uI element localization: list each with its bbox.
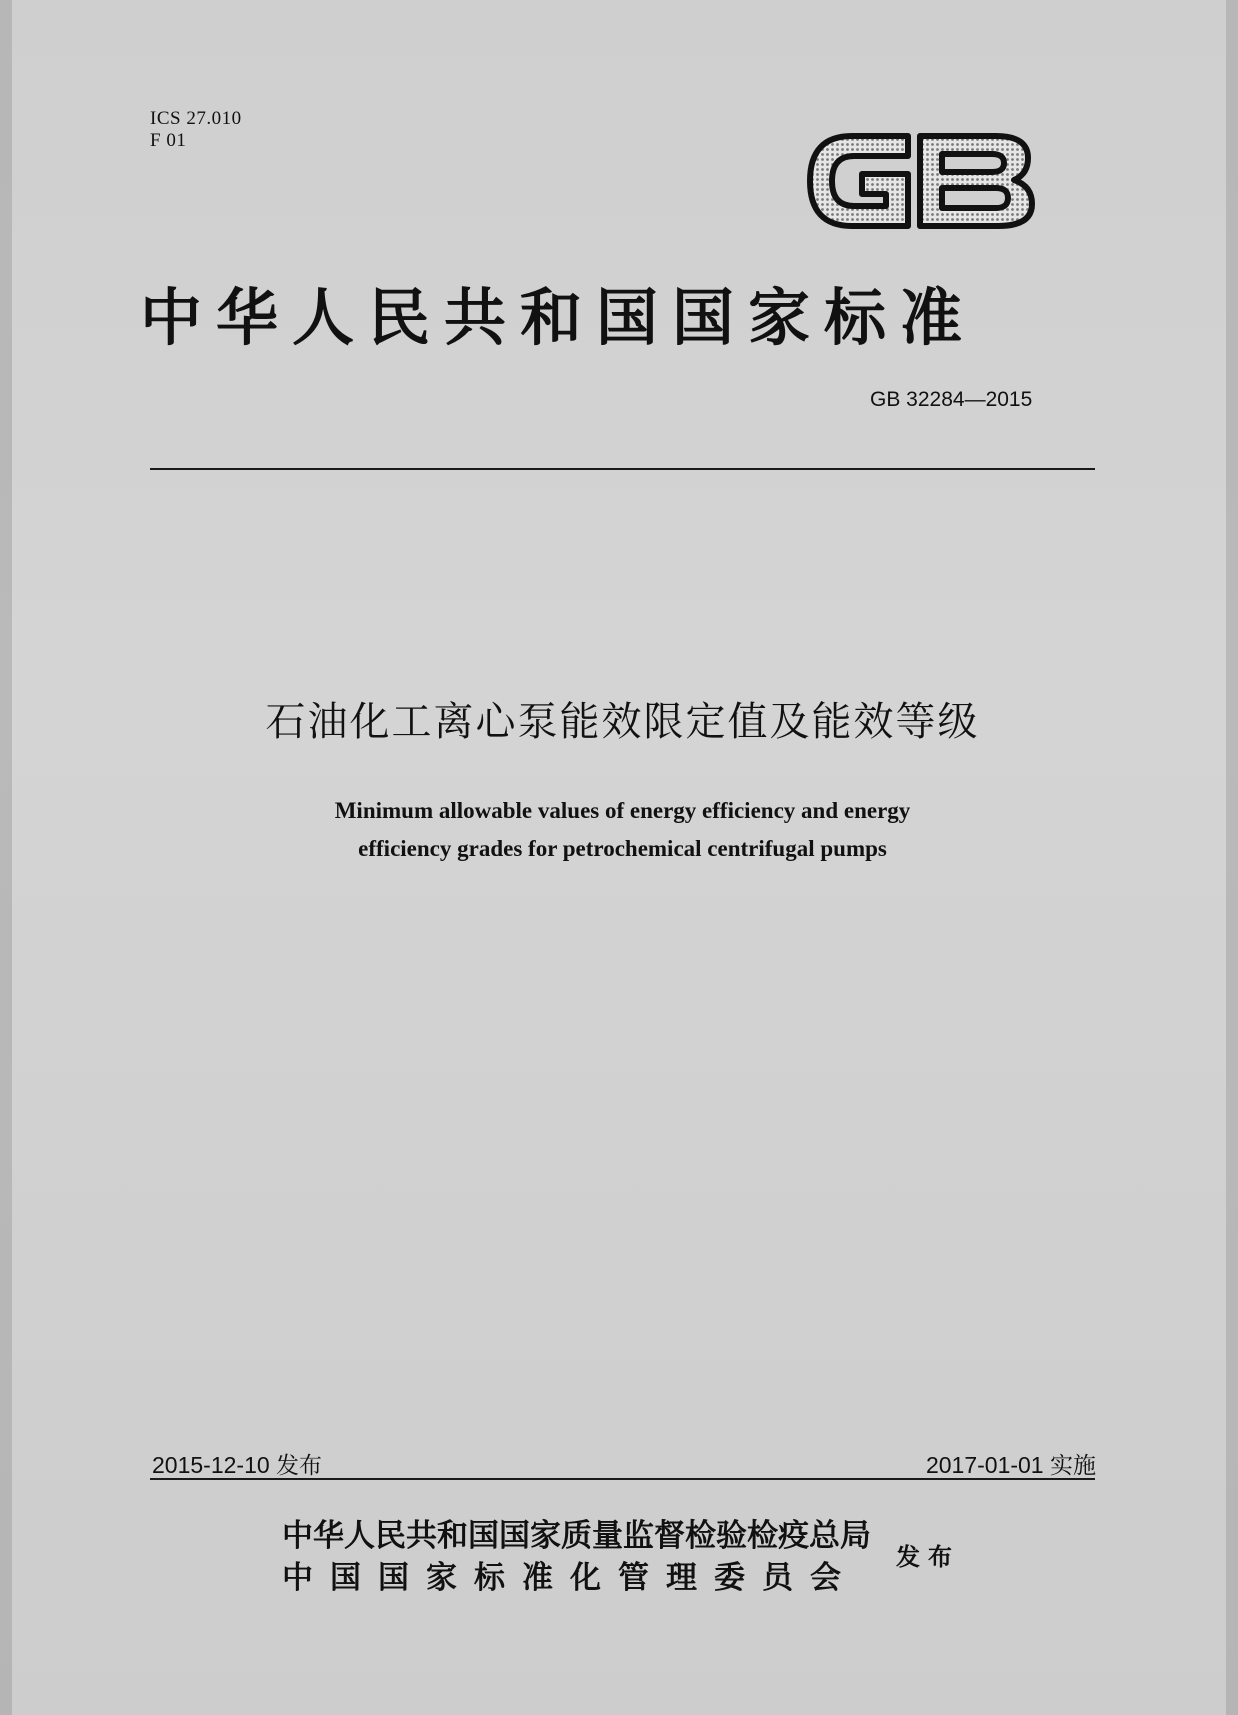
national-standard-title: 中华人民共和国国家标准: [140, 281, 977, 354]
issuer-sac: 中国国家标准化管理委员会: [282, 1560, 858, 1596]
release-date: 2015-12-10 发布: [152, 1452, 323, 1478]
ccs-code: F 01: [150, 130, 187, 151]
issuer-aqsiq: 中华人民共和国国家质量监督检验检疫总局: [282, 1518, 871, 1554]
top-divider: [150, 468, 1095, 470]
implementation-date: 2017-01-01 实施: [925, 1452, 1096, 1478]
title-english-line-1: Minimum allowable values of energy efficiency and energy: [334, 798, 911, 823]
issue-label: 发布: [896, 1542, 960, 1571]
ics-code: ICS 27.010: [150, 108, 242, 129]
title-english-line-2: efficiency grades for petrochemical centrifugal pumps: [358, 836, 887, 861]
bottom-divider: [150, 1478, 1095, 1480]
issuing-authorities: [282, 1515, 871, 1599]
title-chinese: 石油化工离心泵能效限定值及能效等级: [265, 699, 980, 745]
standard-number: GB 32284—2015: [870, 388, 1033, 411]
title-english: [150, 792, 1095, 868]
gb-logo: [800, 122, 1040, 240]
classification-codes: [150, 108, 242, 152]
scan-edge-right: [1226, 0, 1238, 1715]
scan-edge-left: [0, 0, 12, 1715]
